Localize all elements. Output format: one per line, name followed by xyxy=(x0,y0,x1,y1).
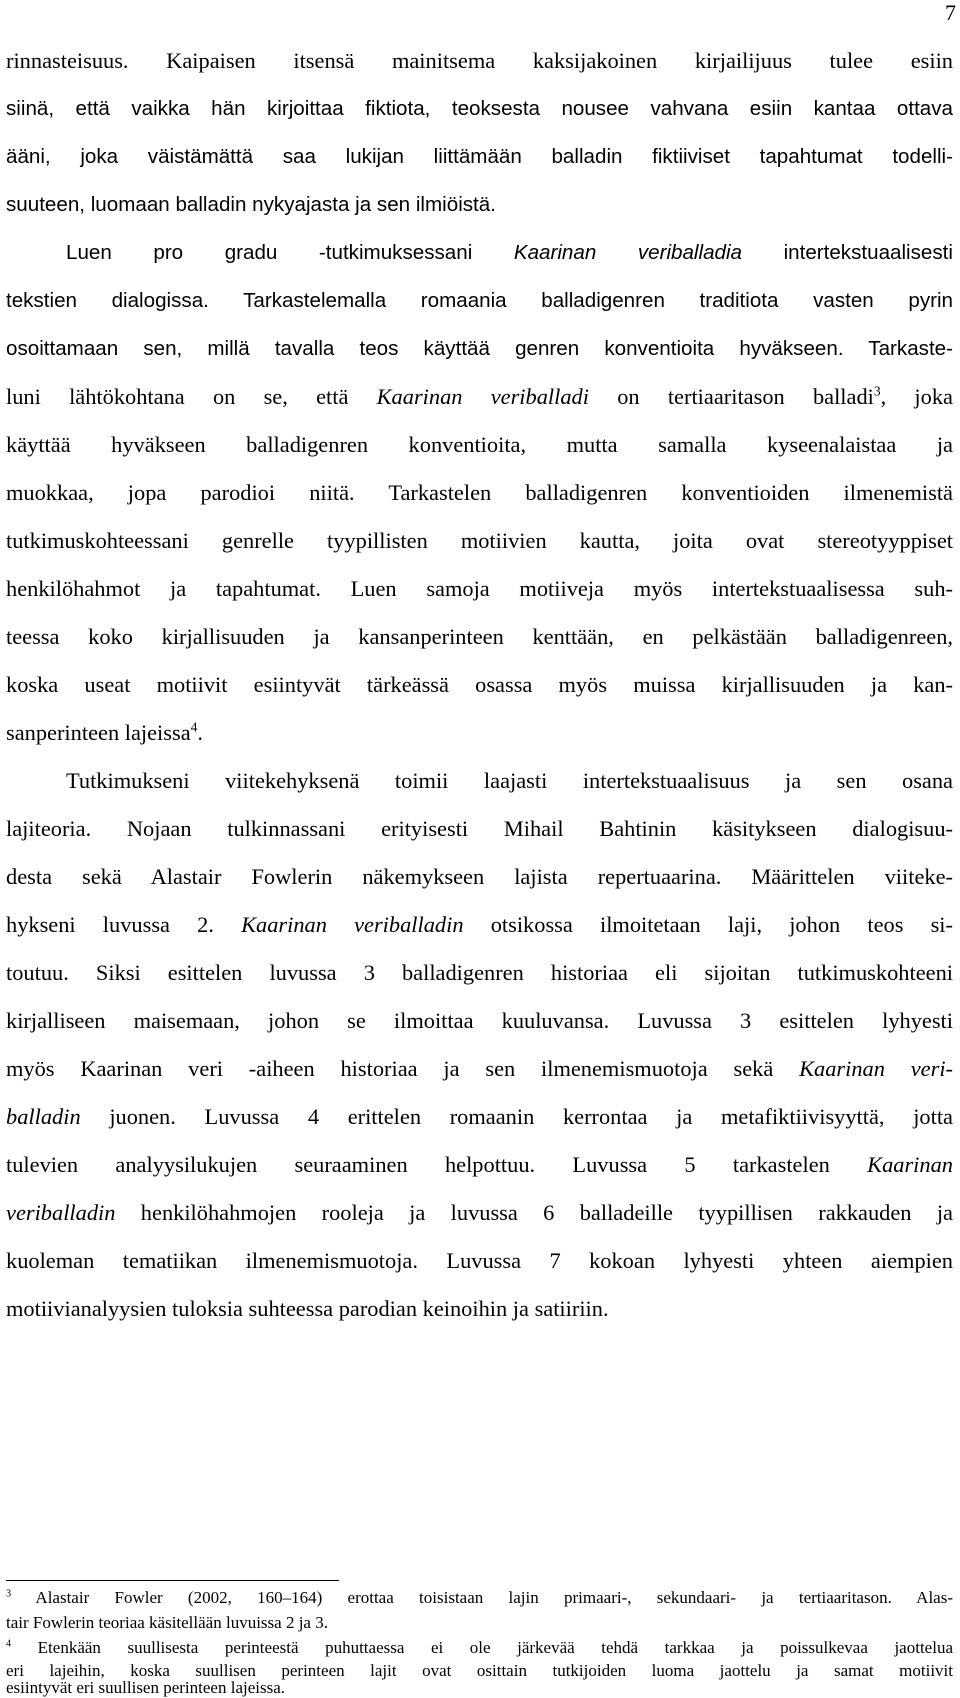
body-line: suuteen, luomaan balladin nykyajasta ja sen ilmiöistä. xyxy=(6,193,496,216)
body-line: balladin juonen. Luvussa 4 erittelen romaanin kerrontaa ja metafiktiivisyyttä, jotta xyxy=(6,1104,953,1129)
footnote-ref: 4 xyxy=(190,719,198,735)
body-line: ääni, joka väistämättä saa lukijan liittämään balladin fiktiiviset tapahtumat todelli- xyxy=(6,145,953,168)
body-line: käyttää hyväkseen balladigenren konventioita, mutta samalla kyseenalaistaa ja xyxy=(6,432,953,457)
footnote-line: esiintyvät eri suullisen perinteen lajeissa. xyxy=(6,1678,286,1697)
body-line: kuoleman tematiikan ilmenemismuotoja. Luvussa 7 kokoan lyhyesti yhteen aiempien xyxy=(6,1248,953,1273)
body-line: motiivianalyysien tuloksia suhteessa parodian keinoihin ja satiiriin. xyxy=(6,1296,609,1321)
body-line: desta sekä Alastair Fowlerin näkemykseen lajista repertuaarina. Määrittelen viiteke- xyxy=(6,864,953,889)
italic-title: veriballadin xyxy=(6,1200,116,1225)
footnote-line: $^4$ Etenkään suullisesta perinteestä puhuttaessa ei ole järkevää tehdä tarkkaa ja poissulkevaa jaottelua xyxy=(6,1638,953,1657)
body-line: kirjalliseen maisemaan, johon se ilmoittaa kuuluvansa. Luvussa 3 esittelen lyhyesti xyxy=(6,1008,953,1033)
page-number: 7 xyxy=(945,0,956,25)
body-line: hykseni luvussa 2. Kaarinan veriballadin otsikossa ilmoitetaan laji, johon teos si- xyxy=(6,912,953,937)
footnote-ref: 3 xyxy=(873,383,881,399)
footnote-line: $^3$ Alastair Fowler (2002, 160–164) erottaa toisistaan lajin primaari-, sekundaari- ja tertiaaritason. Alas- xyxy=(6,1588,953,1607)
body-line: rinnasteisuus. Kaipaisen itsensä mainitsema kaksijakoinen kirjailijuus tulee esiin xyxy=(6,48,953,73)
body-line: tekstien dialogissa. Tarkastelemalla romaania balladigenren traditiota vasten pyrin xyxy=(6,289,953,312)
italic-title: Kaarinan veriballadin xyxy=(241,912,464,937)
body-line: teessa koko kirjallisuuden ja kansanperinteen kenttään, en pelkästään balladigenreen, xyxy=(6,624,953,649)
body-line: toutuu. Siksi esittelen luvussa 3 balladigenren historiaa eli sijoitan tutkimuskohteeni xyxy=(6,960,953,985)
italic-title: Kaarinan veriballadia xyxy=(513,241,743,264)
footnote-mark: 3 xyxy=(6,1588,12,1600)
body-line: siinä, että vaikka hän kirjoittaa fiktiota, teoksesta nousee vahvana esiin kantaa ottava xyxy=(6,97,953,120)
body-line: veriballadin henkilöhahmojen rooleja ja luvussa 6 balladeille tyypillisen rakkauden ja xyxy=(6,1200,953,1225)
footnote-mark: 4 xyxy=(6,1638,12,1650)
body-line: tulevien analyysilukujen seuraaminen helpottuu. Luvussa 5 tarkastelen Kaarinan xyxy=(6,1152,953,1177)
body-line: myös Kaarinan veri -aiheen historiaa ja sen ilmenemismuotoja sekä Kaarinan veri- xyxy=(6,1056,953,1081)
body-line: lajiteoria. Nojaan tulkinnassani erityisesti Mihail Bahtinin käsitykseen dialogisuu- xyxy=(6,816,953,841)
body-line: henkilöhahmot ja tapahtumat. Luen samoja motiiveja myös intertekstuaalisessa suh- xyxy=(6,576,953,601)
body-line: koska useat motiivit esiintyvät tärkeässä osassa myös muissa kirjallisuuden ja kan- xyxy=(6,672,953,697)
body-line: tutkimuskohteessani genrelle tyypillisten motiivien kautta, joita ovat stereotyyppiset xyxy=(6,528,953,553)
italic-title: Kaarinan veriballadi xyxy=(376,384,589,409)
italic-title: Kaarinan xyxy=(867,1152,953,1177)
footnote-divider xyxy=(6,1580,339,1581)
body-line: sanperinteen lajeissa$^4$. xyxy=(6,719,203,745)
body-line: osoittamaan sen, millä tavalla teos käyttää genren konventioita hyväkseen. Tarkaste- xyxy=(6,337,953,360)
footnote-line: eri lajeihin, koska suullisen perinteen lajit ovat osittain tutkijoiden luoma jaottelu ja samat motiivit xyxy=(6,1661,953,1680)
body-line: Tutkimukseni viitekehyksenä toimii laajasti intertekstuaalisuus ja sen osana xyxy=(66,768,953,793)
italic-title: balladin xyxy=(6,1104,81,1129)
body-line: Luen pro gradu -tutkimuksessani Kaarinan veriballadia intertekstuaalisesti xyxy=(66,241,953,264)
footnote-line: tair Fowlerin teoriaa käsitellään luvuissa 2 ja 3. xyxy=(6,1613,328,1632)
body-line: muokkaa, jopa parodioi niitä. Tarkastelen balladigenren konventioiden ilmenemistä xyxy=(6,480,953,505)
italic-title: Kaarinan veri- xyxy=(799,1056,953,1081)
body-line: luni lähtökohtana on se, että Kaarinan veriballadi on tertiaaritason balladi$^3$, joka xyxy=(6,383,953,409)
